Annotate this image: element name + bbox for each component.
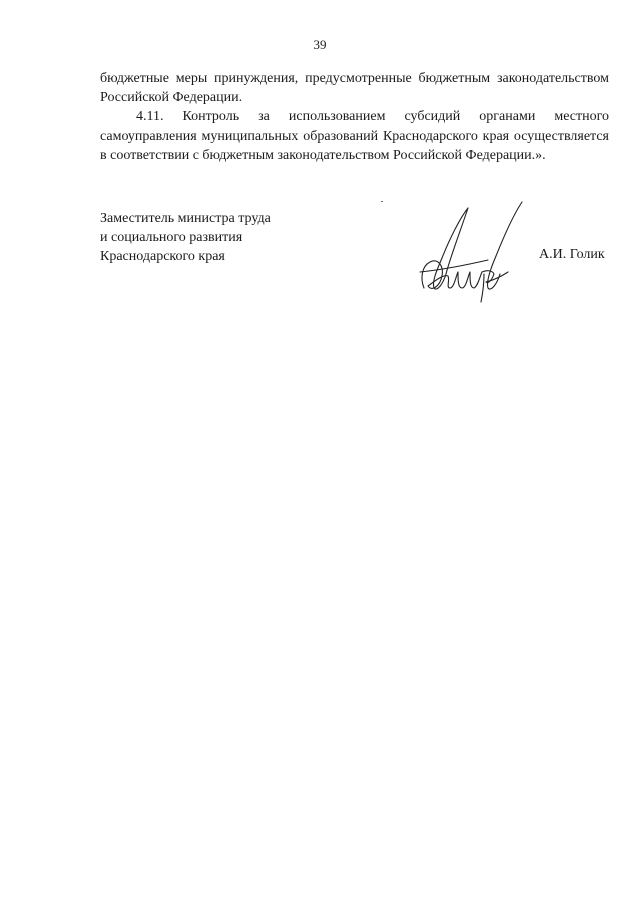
paragraph-clause-4-11: 4.11. Контроль за использованием субсидий органами местного самоуправления муниципальных образований Краснодарского края осуществляется в соответствии с бюджетным законодательством Российской Федерации.». xyxy=(100,109,609,163)
handwritten-signature xyxy=(410,196,530,308)
signatory-title-line-2: и социального развития xyxy=(100,230,243,246)
signatory-title xyxy=(100,209,360,267)
page-number: 39 xyxy=(313,37,327,52)
signatory-title-line-1: Заместитель министра труда xyxy=(100,211,271,226)
scan-speck xyxy=(381,201,383,202)
paragraph-continuation: бюджетные меры принуждения, предусмотренные бюджетным законодательством Российской Федерации. xyxy=(100,71,609,106)
signatory-name: А.И. Голик xyxy=(539,247,605,262)
body-text xyxy=(100,69,609,165)
signatory-title-line-3: Краснодарского края xyxy=(100,249,225,265)
